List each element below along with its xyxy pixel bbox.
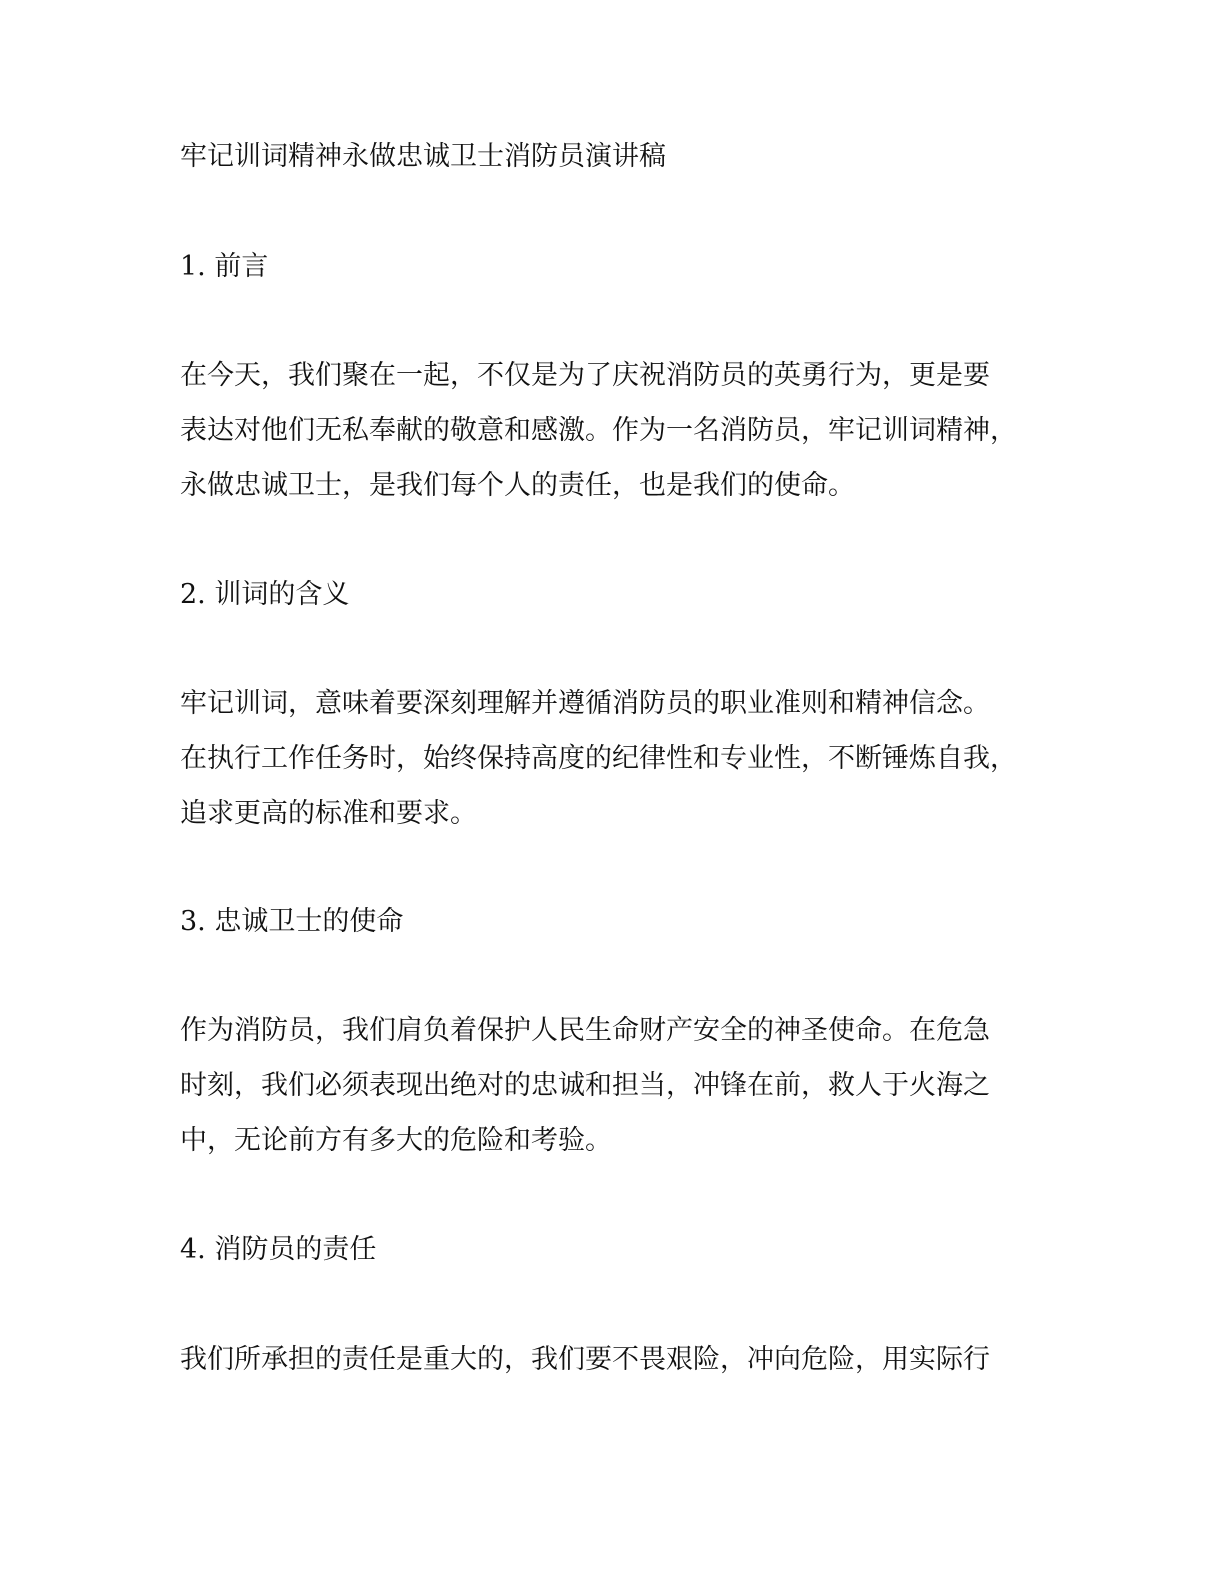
document-title: 牢记训词精神永做忠诚卫士消防员演讲稿 bbox=[180, 141, 666, 172]
paragraph-line: 中，无论前方有多大的危险和考验。 bbox=[180, 1125, 612, 1156]
paragraph-line: 我们所承担的责任是重大的，我们要不畏艰险，冲向危险，用实际行 bbox=[180, 1344, 990, 1375]
paragraph-line: 时刻，我们必须表现出绝对的忠诚和担当，冲锋在前，救人于火海之 bbox=[180, 1070, 990, 1101]
paragraph-line: 在今天，我们聚在一起，不仅是为了庆祝消防员的英勇行为，更是要 bbox=[180, 360, 990, 391]
paragraph-line: 作为消防员，我们肩负着保护人民生命财产安全的神圣使命。在危急 bbox=[180, 1015, 990, 1046]
paragraph-line: 表达对他们无私奉献的敬意和感激。作为一名消防员，牢记训词精神， bbox=[180, 415, 1017, 446]
section-heading-mission: 3. 忠诚卫士的使命 bbox=[180, 906, 404, 937]
section-heading-meaning: 2. 训词的含义 bbox=[180, 579, 350, 610]
paragraph-line: 永做忠诚卫士，是我们每个人的责任，也是我们的使命。 bbox=[180, 470, 855, 501]
section-heading-responsibility: 4. 消防员的责任 bbox=[180, 1234, 377, 1265]
section-heading-preface: 1. 前言 bbox=[180, 251, 269, 282]
paragraph-line: 牢记训词，意味着要深刻理解并遵循消防员的职业准则和精神信念。 bbox=[180, 688, 990, 719]
paragraph-line: 追求更高的标准和要求。 bbox=[180, 798, 477, 829]
paragraph-line: 在执行工作任务时，始终保持高度的纪律性和专业性，不断锤炼自我， bbox=[180, 743, 1017, 774]
